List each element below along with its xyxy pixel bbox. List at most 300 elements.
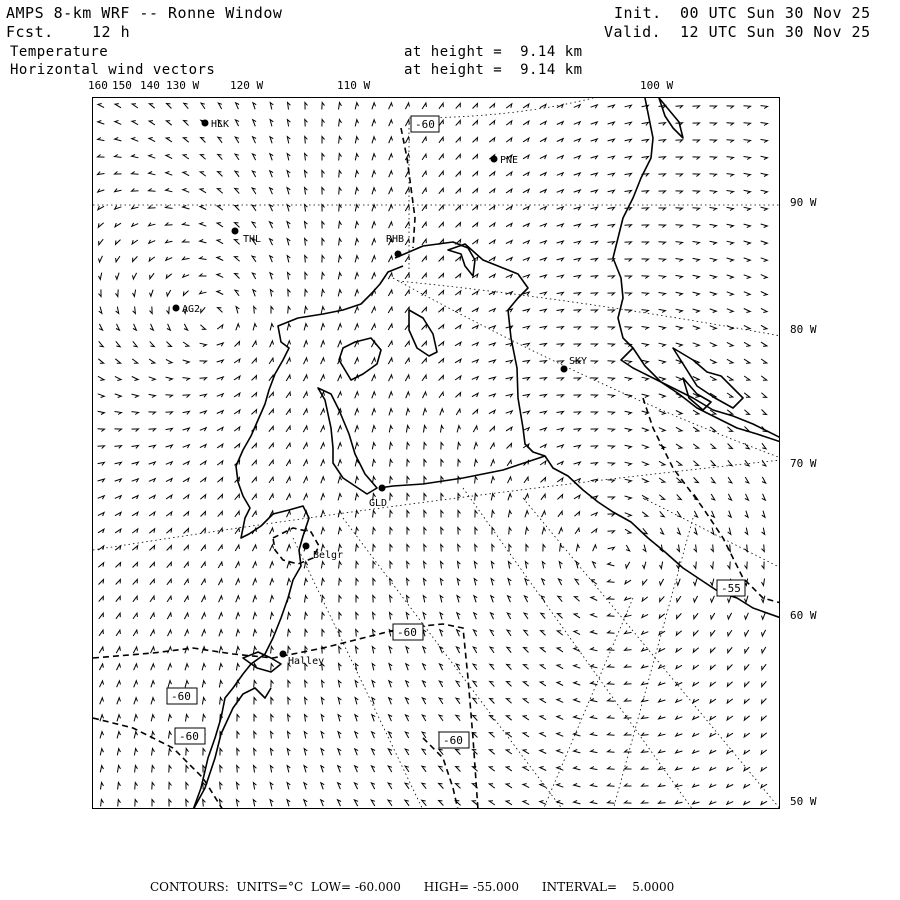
wind-arrow	[235, 545, 239, 551]
wind-arrow	[167, 307, 170, 314]
wind-arrow	[625, 580, 631, 584]
wind-arrow	[355, 324, 359, 330]
wind-arrow	[557, 207, 564, 210]
wind-arrow	[203, 800, 206, 807]
wind-arrow	[372, 443, 375, 450]
wind-arrow	[490, 699, 495, 704]
wind-arrow	[744, 750, 750, 754]
wind-arrow	[762, 545, 765, 552]
wind-arrow	[438, 325, 443, 329]
wind-arrow	[372, 256, 376, 263]
wind-arrow	[659, 716, 666, 719]
wind-arrow	[489, 240, 495, 244]
wind-arrow	[727, 241, 734, 244]
wind-arrow	[744, 258, 751, 262]
shelf-lower-coast	[193, 688, 271, 809]
wind-arrow	[372, 120, 376, 127]
wind-arrow	[540, 292, 547, 295]
wind-arrow	[455, 308, 461, 312]
wind-arrow	[456, 767, 461, 772]
wind-arrow	[339, 579, 342, 586]
wind-arrow	[356, 630, 359, 637]
wind-arrow	[439, 103, 443, 109]
wind-arrow	[133, 290, 136, 297]
wind-arrow	[659, 784, 666, 787]
wind-arrow	[710, 444, 715, 449]
wind-arrow	[254, 766, 257, 773]
wind-arrow	[693, 123, 700, 126]
wind-arrow	[270, 154, 273, 161]
wind-arrow	[287, 154, 290, 161]
wind-arrow	[252, 376, 257, 381]
wind-arrow	[390, 443, 393, 450]
wind-arrow	[185, 681, 188, 688]
station-thl[interactable]	[232, 228, 262, 246]
wind-arrow	[711, 579, 714, 586]
wind-arrow	[557, 648, 563, 652]
wind-arrow	[523, 224, 529, 228]
wind-arrow	[540, 155, 546, 159]
wind-arrow	[744, 224, 751, 227]
wind-arrow	[355, 409, 359, 416]
wind-arrow	[727, 292, 734, 296]
wind-arrow	[201, 545, 205, 551]
wind-arrow	[542, 528, 545, 535]
wind-arrow	[339, 256, 342, 263]
wind-arrow	[134, 749, 137, 756]
contour-55-east	[643, 398, 780, 603]
wind-arrow	[441, 511, 444, 518]
wind-arrow	[116, 273, 120, 280]
wind-arrow	[474, 596, 477, 603]
wind-arrow	[659, 208, 666, 211]
wind-arrow	[338, 477, 342, 484]
wind-arrow	[676, 208, 683, 211]
wind-arrow	[269, 494, 273, 500]
wind-arrow	[491, 579, 494, 586]
wind-arrow	[762, 477, 766, 483]
wind-arrow	[508, 494, 512, 501]
wind-arrow	[439, 137, 443, 143]
wind-arrow	[270, 800, 273, 807]
contour-label-6	[439, 732, 469, 748]
wind-arrow	[235, 290, 239, 296]
wind-arrow	[557, 445, 564, 448]
wind-arrow	[235, 528, 239, 534]
wind-arrow	[574, 258, 581, 261]
wind-arrow	[491, 460, 495, 467]
meridian-s2	[613, 518, 693, 809]
wind-arrow	[506, 784, 512, 788]
wind-arrow	[625, 377, 632, 380]
wind-arrow	[253, 800, 256, 807]
wind-arrow	[744, 241, 751, 245]
wind-arrow	[439, 681, 443, 687]
wind-arrow	[574, 378, 581, 381]
wind-arrow	[287, 766, 290, 773]
wind-arrow	[642, 462, 649, 466]
wind-arrow	[540, 428, 547, 431]
station-pne[interactable]	[491, 155, 519, 166]
wind-arrow	[98, 529, 104, 533]
model-title: AMPS 8-km WRF -- Ronne Window	[6, 4, 283, 22]
halley-coast	[243, 652, 281, 672]
svg-text:SKY: SKY	[569, 356, 588, 367]
wind-arrow	[270, 341, 274, 347]
wind-arrow	[727, 410, 733, 415]
wind-arrow	[115, 479, 122, 482]
wind-arrow	[372, 205, 376, 212]
wind-arrow	[659, 343, 666, 346]
wind-arrow	[200, 223, 207, 227]
wind-arrow	[625, 631, 632, 634]
wind-arrow	[355, 664, 358, 671]
wind-arrow	[149, 257, 155, 261]
wind-arrow	[236, 664, 239, 671]
wind-arrow	[116, 341, 120, 346]
wind-arrow	[185, 630, 189, 636]
wind-arrow	[455, 291, 461, 295]
wind-arrow	[608, 293, 615, 296]
wind-arrow	[200, 274, 207, 277]
wind-arrow	[322, 154, 325, 161]
wind-arrow	[744, 190, 751, 193]
wind-arrow	[525, 562, 528, 569]
wind-arrow	[405, 120, 409, 126]
wind-arrow	[355, 307, 359, 314]
wind-arrow	[642, 614, 648, 618]
wind-arrow	[608, 750, 615, 753]
station-gld[interactable]	[369, 485, 387, 510]
wind-arrow	[489, 189, 495, 193]
wind-arrow	[305, 137, 308, 144]
wind-arrow	[659, 733, 666, 736]
wind-arrow	[218, 137, 222, 143]
wind-arrow	[305, 630, 308, 637]
wind-arrow	[116, 613, 120, 619]
wind-arrow	[304, 358, 308, 364]
wind-arrow	[642, 259, 649, 262]
wind-arrow	[286, 460, 290, 466]
wind-arrow	[252, 341, 256, 347]
wind-arrow	[116, 630, 120, 636]
wind-arrow	[574, 750, 581, 753]
wind-arrow	[388, 732, 392, 738]
wind-arrow	[591, 412, 598, 415]
wind-arrow	[710, 191, 717, 194]
wind-arrow	[305, 681, 308, 688]
wind-arrow	[372, 749, 376, 755]
wind-arrow	[744, 173, 751, 176]
valid-label: Valid.	[604, 23, 662, 41]
wind-arrow	[710, 767, 716, 771]
wind-arrow	[202, 698, 205, 705]
wind-arrow	[424, 477, 427, 484]
wind-arrow	[490, 443, 494, 449]
wind-arrow	[508, 511, 511, 518]
wind-arrow	[625, 225, 632, 228]
wind-arrow	[200, 444, 206, 448]
wind-arrow	[115, 172, 122, 175]
wind-arrow	[506, 360, 513, 363]
wind-arrow	[271, 698, 274, 705]
wind-arrow	[659, 665, 665, 668]
wind-arrow	[390, 511, 393, 518]
wind-arrow	[761, 784, 767, 788]
wind-arrow	[270, 239, 274, 245]
wind-arrow	[489, 206, 495, 210]
wind-arrow	[710, 208, 717, 211]
wind-arrow	[321, 375, 325, 381]
wind-arrow	[625, 462, 632, 465]
station-hlk[interactable]	[202, 119, 230, 130]
wind-arrow	[117, 698, 121, 705]
wind-arrow	[457, 630, 461, 636]
wind-arrow	[234, 240, 239, 245]
wind-arrow	[186, 715, 189, 722]
wind-arrow	[286, 409, 290, 415]
wind-arrow	[115, 462, 122, 465]
field2-height: at height = 9.14 km	[404, 62, 583, 78]
wind-arrow	[507, 613, 511, 619]
wind-arrow	[439, 274, 444, 279]
wind-arrow	[372, 698, 375, 705]
wind-arrow	[115, 121, 121, 125]
wind-arrow	[625, 173, 632, 176]
wind-arrow	[473, 138, 478, 143]
contour-60-upper	[401, 128, 415, 248]
wind-arrow	[557, 631, 563, 635]
wind-arrow	[540, 411, 547, 414]
wind-arrow	[133, 647, 137, 653]
wind-arrow	[355, 103, 358, 110]
wind-arrow	[132, 172, 139, 175]
wind-arrow	[149, 240, 155, 244]
wind-arrow	[489, 801, 495, 805]
wind-arrow	[438, 359, 443, 364]
wind-arrow	[728, 630, 732, 636]
wind-arrow	[475, 545, 478, 552]
wind-arrow	[286, 443, 290, 449]
wind-arrow	[201, 562, 205, 568]
wind-arrow	[254, 307, 257, 314]
wind-arrow	[405, 766, 409, 772]
wind-arrow	[439, 222, 444, 227]
wind-arrow	[150, 579, 155, 584]
wind-arrow	[608, 361, 615, 364]
lon-label-140: 140	[140, 79, 160, 92]
korff-ice-rise	[409, 310, 437, 356]
wind-arrow	[338, 460, 342, 467]
wind-arrow	[727, 342, 733, 346]
wind-arrow	[98, 479, 105, 482]
wind-arrow	[506, 699, 511, 704]
wind-arrow	[591, 665, 598, 668]
wind-arrow	[575, 528, 579, 534]
wind-arrow	[321, 409, 325, 415]
wind-arrow	[388, 256, 392, 262]
wind-arrow	[220, 783, 223, 790]
wind-arrow	[133, 563, 138, 568]
wind-arrow	[761, 139, 768, 142]
wind-arrow	[591, 327, 598, 330]
wind-arrow	[305, 307, 308, 314]
wind-arrow	[489, 223, 495, 227]
wind-arrow	[560, 545, 563, 552]
wind-arrow	[762, 681, 767, 686]
wind-arrow	[183, 411, 190, 414]
wind-arrow	[304, 783, 307, 790]
wind-arrow	[200, 378, 207, 381]
wind-arrow	[693, 648, 698, 653]
wind-arrow	[574, 207, 581, 210]
wind-arrow	[389, 103, 393, 109]
wind-arrow	[523, 104, 529, 108]
wind-arrow	[728, 613, 732, 619]
wind-arrow	[439, 205, 443, 210]
wind-arrow	[422, 103, 426, 109]
wind-arrow	[217, 427, 223, 431]
wind-arrow	[642, 242, 649, 245]
wind-arrow	[439, 257, 444, 262]
wind-arrow	[456, 171, 461, 176]
wind-arrow	[744, 157, 751, 160]
wind-arrow	[642, 445, 649, 449]
wind-arrow	[169, 749, 172, 756]
station-ag2[interactable]	[173, 304, 201, 315]
wind-arrow	[574, 445, 581, 448]
wind-arrow	[591, 767, 598, 770]
wind-arrow	[288, 290, 291, 297]
svg-text:Halley: Halley	[288, 656, 325, 667]
wind-arrow	[186, 749, 189, 756]
wind-arrow	[574, 275, 581, 278]
wind-arrow	[557, 716, 563, 720]
wind-arrow	[287, 171, 290, 178]
wind-arrow	[100, 681, 104, 687]
wind-arrow	[118, 783, 121, 790]
wind-arrow	[762, 664, 766, 670]
wind-arrow	[134, 715, 137, 722]
wind-arrow	[355, 715, 358, 722]
wind-arrow	[643, 579, 648, 584]
wind-arrow	[184, 545, 189, 550]
wind-arrow	[287, 120, 290, 127]
wind-arrow	[608, 699, 615, 702]
wind-arrow	[422, 205, 426, 211]
svg-text:PNE: PNE	[500, 155, 519, 166]
wind-arrow	[132, 240, 138, 244]
wind-arrow	[642, 801, 649, 804]
wind-arrow	[389, 171, 393, 177]
wind-arrow	[727, 767, 733, 771]
wind-arrow	[372, 732, 376, 738]
wind-arrow	[625, 122, 632, 125]
wind-arrow	[201, 512, 206, 517]
wind-arrow	[557, 173, 563, 176]
wind-arrow	[727, 376, 733, 380]
wind-arrow	[455, 325, 461, 329]
wind-arrow	[252, 358, 257, 363]
wind-arrow	[540, 378, 547, 381]
wind-arrow	[184, 121, 189, 126]
wind-arrow	[388, 290, 392, 296]
wind-arrow	[166, 257, 172, 261]
wind-arrow	[659, 648, 665, 652]
wind-arrow	[116, 290, 119, 297]
wind-arrow	[728, 528, 731, 535]
wind-arrow	[711, 562, 714, 569]
wind-arrow	[574, 139, 581, 142]
wind-arrow	[441, 443, 444, 450]
wind-arrow	[218, 511, 223, 516]
wind-arrow	[625, 682, 632, 685]
wind-arrow	[608, 139, 615, 142]
svg-text:RHB: RHB	[386, 234, 405, 245]
wind-arrow	[540, 801, 546, 805]
wind-arrow	[693, 682, 699, 686]
wind-arrow	[321, 477, 325, 484]
wind-arrow	[252, 171, 256, 177]
wind-arrow	[321, 358, 325, 364]
wind-arrow	[389, 222, 393, 228]
wind-arrow	[489, 138, 494, 142]
wind-arrow	[457, 613, 460, 620]
wind-arrow	[167, 579, 171, 585]
wind-arrow	[132, 462, 139, 465]
wind-arrow	[694, 579, 698, 586]
wind-arrow	[574, 241, 581, 244]
wind-arrow	[523, 241, 529, 245]
wind-arrow	[183, 223, 190, 226]
wind-arrow	[761, 801, 767, 805]
wind-arrow	[659, 259, 666, 262]
wind-arrow	[642, 310, 649, 313]
wind-arrow	[406, 392, 410, 398]
wind-arrow	[236, 613, 240, 620]
wind-arrow	[491, 477, 494, 484]
wind-arrow	[489, 733, 494, 738]
wind-arrow	[424, 460, 427, 467]
wind-arrow	[711, 460, 716, 465]
wind-arrow	[132, 155, 139, 158]
wind-arrow	[169, 732, 172, 739]
wind-arrow	[424, 426, 427, 433]
wind-arrow	[407, 545, 410, 552]
wind-arrow	[762, 579, 765, 586]
wind-arrow	[203, 749, 206, 756]
wind-arrow	[372, 188, 376, 195]
wind-arrow	[591, 293, 598, 296]
wind-arrow	[489, 750, 494, 754]
wind-arrow	[744, 359, 750, 363]
wind-arrow	[608, 563, 615, 566]
wind-arrow	[424, 528, 427, 535]
wind-arrow	[339, 137, 342, 144]
wind-arrow	[591, 276, 598, 279]
wind-arrow	[458, 528, 461, 535]
wind-arrow	[761, 123, 768, 126]
wind-arrow	[540, 733, 546, 737]
wind-arrow	[540, 326, 547, 329]
wind-arrow	[149, 223, 156, 226]
wind-arrow	[523, 189, 529, 193]
wind-arrow	[710, 309, 717, 313]
wind-arrow	[455, 393, 460, 398]
wind-arrow	[710, 665, 715, 670]
station-rhb[interactable]	[386, 234, 404, 258]
wind-arrow	[390, 528, 393, 535]
